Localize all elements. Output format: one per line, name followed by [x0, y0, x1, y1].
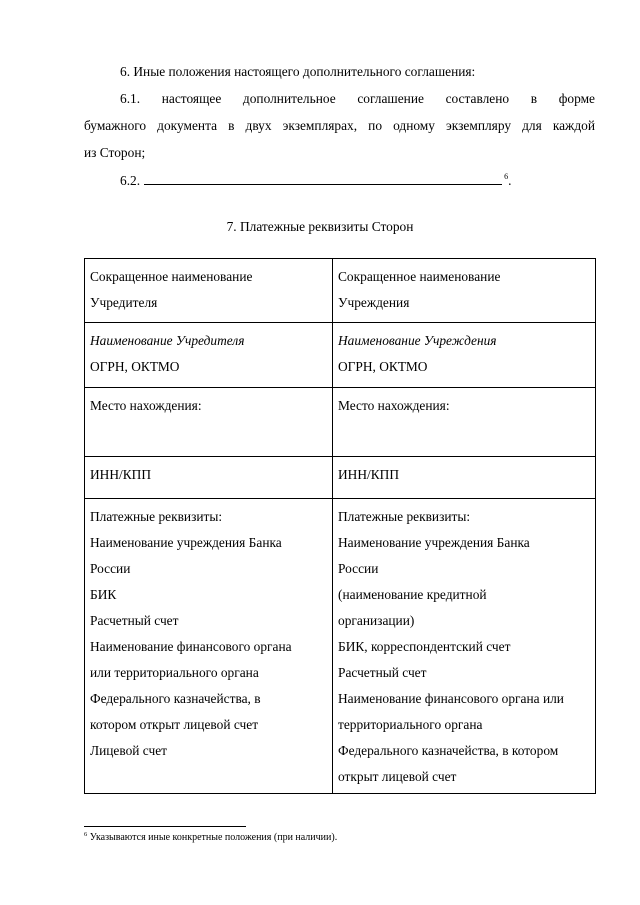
cell-line: ИНН/КПП [338, 467, 400, 482]
cell-line: Расчетный счет [338, 665, 427, 680]
footnote-text: Указываются иные конкретные положения (при наличии). [89, 832, 338, 843]
cell-line: ОГРН, ОКТМО [338, 359, 428, 374]
table-row [85, 457, 596, 499]
cell-line-italic: Наименование Учреждения [338, 333, 497, 348]
cell-line: Место нахождения: [90, 398, 202, 413]
cell-line: БИК [90, 587, 117, 602]
table-row [85, 388, 596, 457]
cell-line: Федерального казначейства, в котором [338, 743, 559, 758]
cell-line: Расчетный счет [90, 613, 179, 628]
cell-line: открыт лицевой счет [338, 769, 457, 784]
item-6-1-line-2: бумажного документа в двух экземплярах, по одному экземпляру для каждой [84, 118, 595, 133]
founder-short-name-cell [85, 259, 333, 323]
cell-line: Учреждения [338, 295, 410, 310]
cell-line: территориального органа [338, 717, 483, 732]
cell-line: Учредителя [90, 295, 158, 310]
cell-line: организации) [338, 613, 415, 628]
institution-payment-details-cell [333, 499, 596, 794]
cell-line: Платежные реквизиты: [338, 509, 471, 524]
cell-line: БИК, корреспондентский счет [338, 639, 511, 654]
cell-line: Платежные реквизиты: [90, 509, 223, 524]
item-6-2-number: 6.2. [120, 173, 141, 188]
section-6-title: 6. Иные положения настоящего дополнительного соглашения: [120, 64, 476, 79]
cell-line: Наименование финансового органа или [338, 691, 564, 706]
cell-line: России [338, 561, 379, 576]
item-6-2 [120, 172, 511, 189]
footnote [84, 831, 337, 844]
table-row [85, 499, 596, 794]
cell-line: Лицевой счет [90, 743, 168, 758]
cell-line: Сокращенное наименование [90, 269, 253, 284]
cell-line: котором открыт лицевой счет [90, 717, 259, 732]
section-7-title: 7. Платежные реквизиты Сторон [226, 219, 414, 234]
cell-line: ИНН/КПП [90, 467, 152, 482]
institution-short-name-cell [333, 259, 596, 323]
cell-line: Наименование финансового органа [90, 639, 292, 654]
cell-line-italic: Наименование Учредителя [90, 333, 245, 348]
institution-inn-kpp-cell [333, 457, 596, 499]
institution-name-cell [333, 323, 596, 388]
payment-details-table [84, 258, 596, 794]
item-6-1-line-3: из Сторон; [84, 145, 146, 160]
founder-location-cell [85, 388, 333, 457]
cell-line: Федерального казначейства, в [90, 691, 261, 706]
cell-line: Наименование учреждения Банка [338, 535, 530, 550]
founder-payment-details-cell [85, 499, 333, 794]
founder-inn-kpp-cell [85, 457, 333, 499]
founder-name-cell [85, 323, 333, 388]
item-6-2-end: . [508, 173, 512, 188]
item-6-2-blank-line [144, 172, 502, 185]
footnote-reference: 6 [504, 172, 509, 181]
footnote-separator [84, 826, 246, 827]
cell-line: Место нахождения: [338, 398, 450, 413]
table-row [85, 259, 596, 323]
cell-line: (наименование кредитной [338, 587, 487, 602]
cell-line: ОГРН, ОКТМО [90, 359, 180, 374]
cell-line: Наименование учреждения Банка [90, 535, 282, 550]
table-row [85, 323, 596, 388]
cell-line: Сокращенное наименование [338, 269, 501, 284]
cell-line: России [90, 561, 131, 576]
footnote-number: 6 [84, 831, 88, 838]
institution-location-cell [333, 388, 596, 457]
cell-line: или территориального органа [90, 665, 259, 680]
item-6-1-line-1: 6.1. настоящее дополнительное соглашение составлено в форме [120, 91, 595, 106]
